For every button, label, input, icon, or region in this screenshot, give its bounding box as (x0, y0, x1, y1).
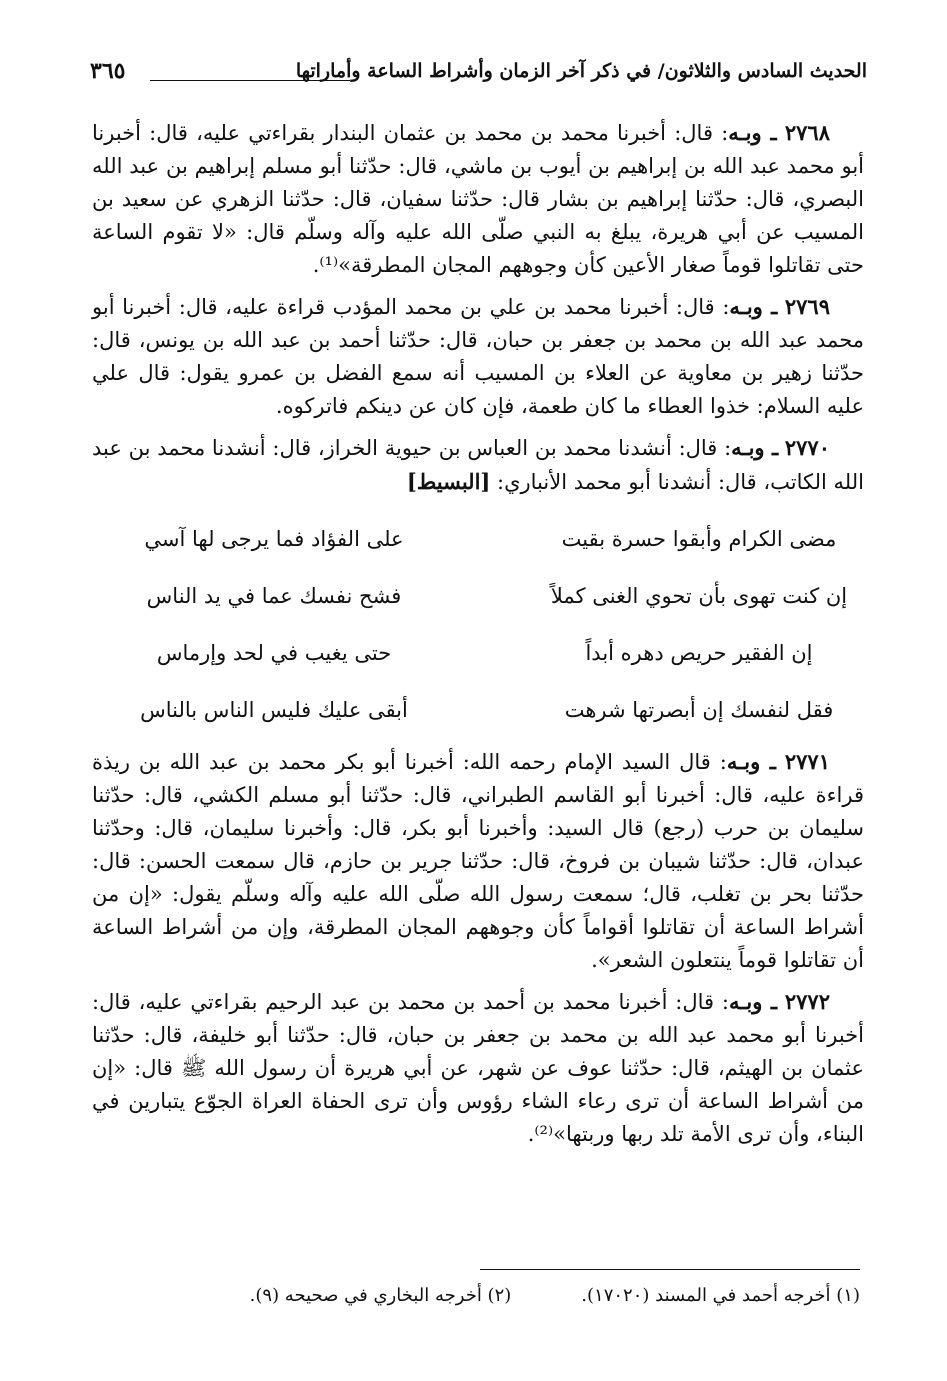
header-rule (150, 80, 350, 81)
poem-verse (92, 568, 864, 625)
footnote-row (170, 1285, 860, 1306)
hadith-text: : قال: أنشدنا محمد بن العباس بن حيوية الخراز، قال: أنشدنا محمد بن عبد الله الكاتب، قال: أنشدنا أبو محمد الأنباري: (92, 436, 864, 494)
main-text (92, 116, 864, 1159)
footnote-rule (480, 1269, 860, 1270)
hadith-paragraph (92, 745, 864, 977)
hadith-paragraph (92, 431, 864, 499)
poem-verse (92, 625, 864, 682)
verse-second-half: أبقى عليك فليس الناس بالناس (140, 698, 408, 722)
hadith-paragraph (92, 985, 864, 1151)
hadith-paragraph (92, 290, 864, 423)
poem-verse (92, 682, 864, 739)
page-number: ٣٦٥ (90, 58, 126, 84)
verse-second-half: فشح نفسك عما في يد الناس (146, 584, 402, 608)
hadith-prefix: ـ وبـه (729, 294, 778, 319)
footnote-2: (٢) أخرجه البخاري في صحيحه (٩). (249, 1285, 512, 1306)
running-header (90, 58, 867, 98)
verse-second-half: حتى يغيب في لحد وإرماس (156, 641, 392, 665)
verse-first-half: إن الفقير حريص دهره أبداً (585, 641, 813, 665)
hadith-text: : قال: أخبرنا محمد بن محمد بن عثمان البندار بقراءتي عليه، قال: أخبرنا أبو محمد عبد الله بن إبراهيم بن أيوب بن ماشي، قال: حدّثنا أبو مسلم إبراهيم بن عبد الله البصري، قال: حدّثنا إبراهيم بن بشار قال: حدّثنا سفيان، قال: حدّثنا الزهري عن سعيد بن المسيب عن أبي هريرة، يبلغ به النبي صلّى الله عليه وآله وسلّم قال: «لا تقوم الساعة حتى تقاتلوا قوماً صغار الأعين كأن وجوههم المجان المطرقة»⁽¹⁾. (92, 121, 864, 277)
verse-second-half: على الفؤاد فما يرجى لها آسي (144, 527, 404, 551)
poem-verse (92, 511, 864, 568)
hadith-text: : قال: أخبرنا محمد بن أحمد بن محمد بن عبد الرحيم بقراءتي عليه، قال: أخبرنا أبو محمد عبد الله بن محمد بن جعفر بن حبان، قال: حدّثنا أبو خليفة، قال: حدّثنا عثمان بن الهيثم، قال: حدّثنا عوف عن شهر، عن أبي هريرة أن رسول الله ﷺ قال: «إن من أشراط الساعة أن ترى رعاء الشاء رؤوس وأن ترى الحفاة العراة الجوّع يتبارين في البناء، وأن ترى الأمة تلد ربها وربتها»⁽²⁾. (92, 990, 864, 1146)
hadith-number: ٢٧٦٨ (784, 120, 830, 145)
chapter-title: الحديث السادس والثلاثون/ في ذكر آخر الزمان وأشراط الساعة وأماراتها (295, 60, 867, 82)
hadith-number: ٢٧٧٠ (784, 435, 830, 460)
hadith-number: ٢٧٧٢ (784, 989, 830, 1014)
verse-first-half: مضى الكرام وأبقوا حسرة بقيت (561, 527, 837, 551)
footnotes (170, 1285, 860, 1306)
hadith-text: : قال السيد الإمام رحمه الله: أخبرنا أبو بكر محمد بن عبد الله بن ريذة قراءة عليه، قال: أخبرنا أبو القاسم الطبراني، قال: حدّثنا أبو مسلم الكشي، قال: حدّثنا سليمان بن حرب (رجع) قال السيد: وأخبرنا أبو بكر، قال: وأخبرنا سليمان، قال: وحدّثنا عبدان، قال: حدّثنا شيبان بن فروخ، قال: حدّثنا جرير بن حازم، قال سمعت الحسن: قال: حدّثنا بحر بن تغلب، قال؛ سمعت رسول الله صلّى الله عليه وآله وسلّم يقول: «إن من أشراط الساعة أن تقاتلوا أقواماً كأن وجوههم المجان المطرقة، وإن من أشراط الساعة أن تقاتلوا قوماً ينتعلون الشعر». (92, 750, 864, 972)
hadith-prefix: ـ وبـه (726, 749, 776, 774)
footnote-1: (١) أخرجه أحمد في المسند (١٧٠٢٠). (581, 1285, 860, 1306)
hadith-paragraph (92, 116, 864, 282)
verse-first-half: إن كنت تهوى بأن تحوي الغنى كملاً (550, 584, 848, 608)
hadith-prefix: ـ وبـه (728, 120, 777, 145)
hadith-number: ٢٧٦٩ (784, 294, 830, 319)
poem (92, 511, 864, 739)
hadith-text: : قال: أخبرنا محمد بن علي بن محمد المؤدب قراءة عليه، قال: أخبرنا أبو محمد عبد الله بن محمد بن جعفر بن حبان، قال: حدّثنا أحمد بن عبد الله بن يونس، قال: حدّثنا زهير بن معاوية عن العلاء بن المسيب أنه سمع الفضل بن عمرو يقول: قال علي عليه السلام: خذوا العطاء ما كان طعمة، فإن كان عن دينكم فاتركوه. (92, 295, 864, 418)
poem-meter: [البسيط] (406, 469, 491, 494)
hadith-number: ٢٧٧١ (784, 749, 830, 774)
verse-first-half: فقل لنفسك إن أبصرتها شرهت (564, 698, 834, 722)
hadith-prefix: ـ وبـه (728, 989, 777, 1014)
hadith-prefix: ـ وبـه (731, 435, 779, 460)
